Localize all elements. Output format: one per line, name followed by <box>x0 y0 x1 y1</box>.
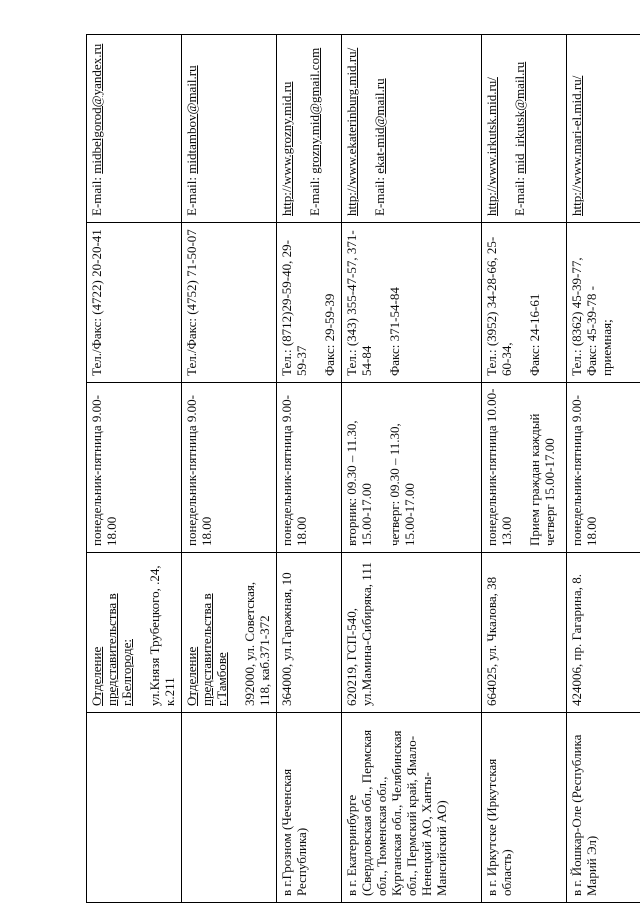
phone-text: Тел.: (343) 355-47-57, 371-54-84 <box>344 230 374 376</box>
table-row <box>277 35 342 903</box>
website-link: http://www.grozny.mid.ru <box>279 81 294 216</box>
address-cell <box>567 553 640 713</box>
email-cell <box>277 35 342 223</box>
hours-text: вторник: 09.30 – 11.30, 15.00-17.00 <box>344 420 374 546</box>
fax-text: Факс: 371-54-84 <box>387 287 402 376</box>
phone-cell <box>87 223 182 383</box>
phone-text: Тел./Факс: (4722) 20-20-41 <box>89 229 104 376</box>
address-heading: Отделение представительства в г.Белгороде: <box>89 593 134 706</box>
address-text: 620219, ГСП-540, ул.Мамина-Сибиряка, 111 <box>344 562 374 706</box>
email-label: E-mail: <box>372 177 387 216</box>
address-text: 364000, ул.Гаражная, 10 <box>279 572 294 706</box>
phone-text: Тел.: (3952) 34-28-66, 25-60-34, <box>484 236 514 376</box>
address-text: 392000, ул. Советская, 118, каб.371-372 <box>242 581 272 706</box>
hours-cell <box>87 383 182 553</box>
phone-text: Тел.: (8362) 45-39-77, <box>569 257 584 376</box>
hours-text: понедельник-пятница 10.00-13.00 <box>484 388 514 546</box>
fax-text: Факс: 29-59-39 <box>322 293 337 376</box>
website-link: http://www.ekaterinburg.mid.ru/ <box>344 47 359 216</box>
hours-text: понедельник-пятница 9.00-18.00 <box>184 395 214 546</box>
email-cell <box>482 35 567 223</box>
hours-cell <box>277 383 342 553</box>
table-row <box>482 35 567 903</box>
email-link: grozny.mid@gmail.com <box>307 47 322 174</box>
phone-text: Тел.: (8712)29-59-40, 29-59-37 <box>279 240 309 376</box>
hours-cell <box>182 383 277 553</box>
city-cell <box>567 713 640 903</box>
hours-text: понедельник-пятница 9.00-18.00 <box>569 395 599 546</box>
city-cell <box>182 713 277 903</box>
email-cell <box>342 35 482 223</box>
city-cell <box>277 713 342 903</box>
table-row <box>182 35 277 903</box>
email-label: E-mail: <box>307 177 322 216</box>
phone-cell <box>342 223 482 383</box>
hours-extra-text: Прием граждан каждый четверг 15.00-17.00 <box>527 413 557 546</box>
email-label: E-mail: <box>512 177 527 216</box>
website-link: http://www.mari-el.mid.ru/ <box>569 75 584 216</box>
city-cell <box>87 713 182 903</box>
city-text: в г.Грозном (Чеченская Республика) <box>279 768 309 896</box>
fax-text: Факс: 24-16-61 <box>527 293 542 376</box>
city-text: в г. Йошкар-Оле (Республика Марий Эл) <box>569 734 599 896</box>
city-text: в г. Екатеринбурге (Свердловская обл., Пермская обл., Тюменская обл., Курганская обл., Челябинская обл., Пермский край, Ямало-Ненецкий АО, Ханты-Мансийский АО) <box>344 729 449 896</box>
email-link: midbelgorod@yandex.ru <box>89 43 104 174</box>
email-cell <box>567 35 640 223</box>
email-link: midtambov@mail.ru <box>184 65 199 174</box>
phone-cell <box>277 223 342 383</box>
address-cell <box>482 553 567 713</box>
address-heading: Отделение представительства в г.Тамбове <box>184 593 229 706</box>
email-link: mid_irkutsk@mail.ru <box>512 61 527 174</box>
representations-contacts-table <box>86 34 640 903</box>
phone-cell <box>567 223 640 383</box>
city-cell <box>482 713 567 903</box>
email-cell <box>87 35 182 223</box>
hours-text: понедельник-пятница 9.00-18.00 <box>89 395 119 546</box>
hours-text: понедельник-пятница 9.00-18.00 <box>279 395 309 546</box>
address-text: 424006, пр. Гагарина, 8. <box>569 574 584 706</box>
city-cell <box>342 713 482 903</box>
address-cell <box>182 553 277 713</box>
hours-cell <box>482 383 567 553</box>
fax-text: Факс: 45-39-78 - приемная; <box>584 286 614 376</box>
email-link: ekat-mid@mail.ru <box>372 78 387 174</box>
address-cell <box>87 553 182 713</box>
table-row <box>342 35 482 903</box>
hours-cell <box>567 383 640 553</box>
hours-cell <box>342 383 482 553</box>
address-text: ул.Князя Трубецкого, .24, к.211 <box>147 565 177 706</box>
email-cell <box>182 35 277 223</box>
address-cell <box>277 553 342 713</box>
phone-text: Тел./Факс: (4752) 71-50-07 <box>184 229 199 376</box>
table-row <box>567 35 640 903</box>
address-cell <box>342 553 482 713</box>
city-text: в г. Иркутске (Иркутская область) <box>484 758 514 896</box>
hours-extra-text: четверг: 09.30 – 11.30, 15.00-17.00 <box>387 423 417 546</box>
phone-cell <box>482 223 567 383</box>
website-link: http://www.irkutsk.mid.ru/ <box>484 77 499 216</box>
email-label: E-mail: <box>184 177 199 216</box>
address-text: 664025, ул. Чкалова, 38 <box>484 576 499 706</box>
email-label: E-mail: <box>89 177 104 216</box>
phone-cell <box>182 223 277 383</box>
table-row <box>87 35 182 903</box>
